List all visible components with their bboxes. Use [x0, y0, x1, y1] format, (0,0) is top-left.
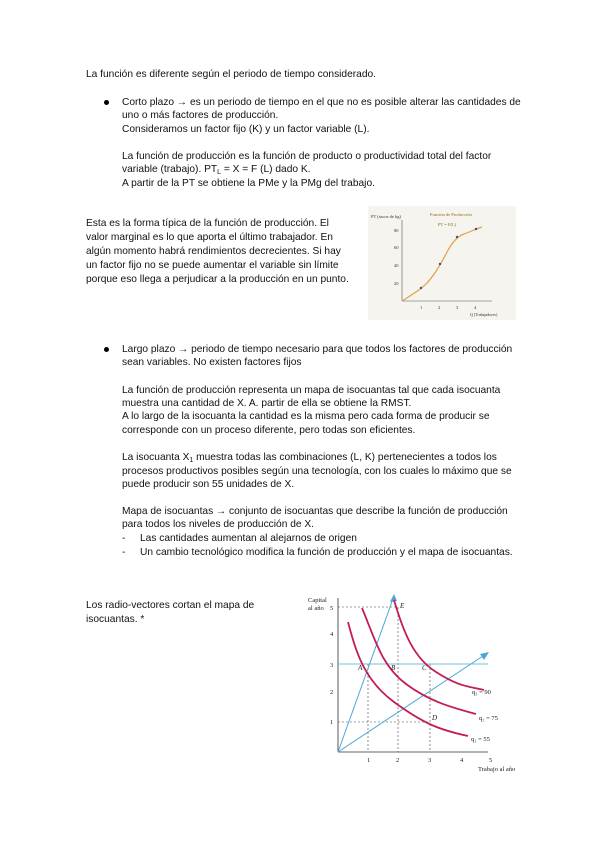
chart2-ytick: 2: [330, 689, 334, 696]
tipica-line-2: valor marginal es lo que aporta el último trabajador. En: [86, 232, 333, 243]
isocuanta-line-3: puede producir son 55 unidades de X.: [122, 479, 295, 490]
chart1-xtick: 1: [420, 305, 423, 310]
mapa-line-2: muestra una cantidad de X. A. partir de ella se obtiene la RMST.: [122, 398, 412, 409]
pt-point: [420, 287, 422, 289]
chart2-xtick: 5: [489, 757, 493, 764]
chart2-xtick: 1: [367, 757, 371, 764]
radio-line-1: Los radio-vectores cortan el mapa de: [86, 600, 255, 611]
chart2-ylabel-1: Capital: [308, 597, 327, 604]
chart2-ytick: 1: [330, 719, 334, 726]
chart1-ylabel: PT (sacos de kg): [371, 214, 402, 219]
corto-line-1: Corto plazo → es un periodo de tiempo en el que no es posible alterar las cantidades de: [122, 97, 521, 108]
funcion-line-1: La función de producción es la función de producto o productividad total del factor: [122, 151, 492, 162]
largo-line-1: Largo plazo → periodo de tiempo necesario para que todos los factores de producción: [122, 344, 513, 355]
chart1-ytick: 80: [394, 228, 399, 233]
corto-line-2: uno o más factores de producción.: [122, 110, 279, 121]
chart2-ytick: 3: [330, 662, 334, 669]
isoquant-map-chart: [290, 590, 525, 775]
chart1-xtick: 2: [438, 305, 441, 310]
tipica-line-3: algún momento habrá rendimientos decrecientes. Si hay: [86, 246, 341, 257]
chart2-xtick: 2: [396, 757, 400, 764]
tipica-line-5: porque eso llega a perjudicar a la producción en un punto.: [86, 274, 349, 285]
chart1-xtick: 4: [474, 305, 477, 310]
chart2-xlabel: Trabajo al año: [478, 766, 516, 773]
bullet-icon: [104, 100, 109, 105]
point-label: A: [358, 664, 363, 672]
chart1-formula: PT = F(L): [438, 222, 457, 227]
chart2-xtick: 4: [460, 757, 464, 764]
intro-text: La función es diferente según el periodo de tiempo considerado.: [86, 69, 376, 80]
point-label: D: [432, 714, 438, 722]
pt-point: [439, 263, 441, 265]
isoquant-label-q1: q₁ = 55: [471, 736, 490, 743]
mapa-line-1: La función de producción representa un mapa de isocuantas tal que cada isocuanta: [122, 385, 501, 396]
funcion-line-3: A partir de la PT se obtiene la PMe y la PMg del trabajo.: [122, 178, 375, 189]
dash-item-2: Un cambio tecnológico modifica la función de producción y el mapa de isocuantas.: [140, 547, 513, 558]
mapa-isocuantas-line-2: para todos los niveles de producción de X.: [122, 519, 314, 530]
point-label: B: [391, 664, 396, 672]
bullet-icon: [104, 347, 109, 352]
chart1-ytick: 40: [394, 263, 399, 268]
dash-icon: -: [122, 533, 126, 544]
isocuanta-line-2: procesos productivos posibles según una tecnología, con los cuales lo máximo que se: [122, 466, 512, 477]
chart1-xtick: 3: [456, 305, 459, 310]
mapa-line-3: A lo largo de la isocuanta la cantidad es la misma pero cada forma de producir se: [122, 411, 490, 422]
corto-line-3: Consideramos un factor fijo (K) y un factor variable (L).: [122, 124, 370, 135]
radio-line-2: isocuantas. *: [86, 614, 145, 625]
tipica-line-4: un factor fijo no se puede aumentar el variable sin límite: [86, 260, 339, 271]
tipica-line-1: Esta es la forma típica de la función de producción. El: [86, 218, 329, 229]
chart2-ytick: 5: [330, 605, 334, 612]
chart1-title: Función de Producción: [430, 212, 472, 217]
isocuanta-line-1: La isocuanta $X_1$ muestra todas las combinaciones (L, K) pertenecientes a todos los: [122, 452, 497, 464]
funcion-line-2: variable (trabajo). $PT_L = X = F$ (L) dado K.: [122, 164, 311, 176]
isoquant-q3: [394, 600, 484, 690]
pt-point: [456, 236, 458, 238]
largo-line-2: sean variables. No existen factores fijos: [122, 357, 302, 368]
chart2-xtick: 3: [428, 757, 432, 764]
dash-icon: -: [122, 547, 126, 558]
chart1-ytick: 60: [394, 245, 399, 250]
mapa-isocuantas-line-1: Mapa de isocuantas → conjunto de isocuantas que describe la función de producción: [122, 506, 508, 517]
dash-item-1: Las cantidades aumentan al alejarnos de origen: [140, 533, 357, 544]
chart1-ytick: 20: [394, 281, 399, 286]
point-label: C: [422, 664, 427, 672]
isoquant-label-q3: q₃ = 90: [472, 689, 491, 696]
point-label: E: [400, 602, 405, 610]
chart1-xlabel: Q (Trabajadores): [470, 312, 498, 317]
chart2-ylabel-2: al año: [308, 605, 324, 612]
production-function-chart: [368, 206, 516, 320]
isoquant-label-q2: q₂ = 75: [479, 715, 498, 722]
chart2-ytick: 4: [330, 631, 334, 638]
mapa-line-4: corresponde con un proceso diferente, pero todas son eficientes.: [122, 425, 416, 436]
pt-point: [475, 228, 477, 230]
